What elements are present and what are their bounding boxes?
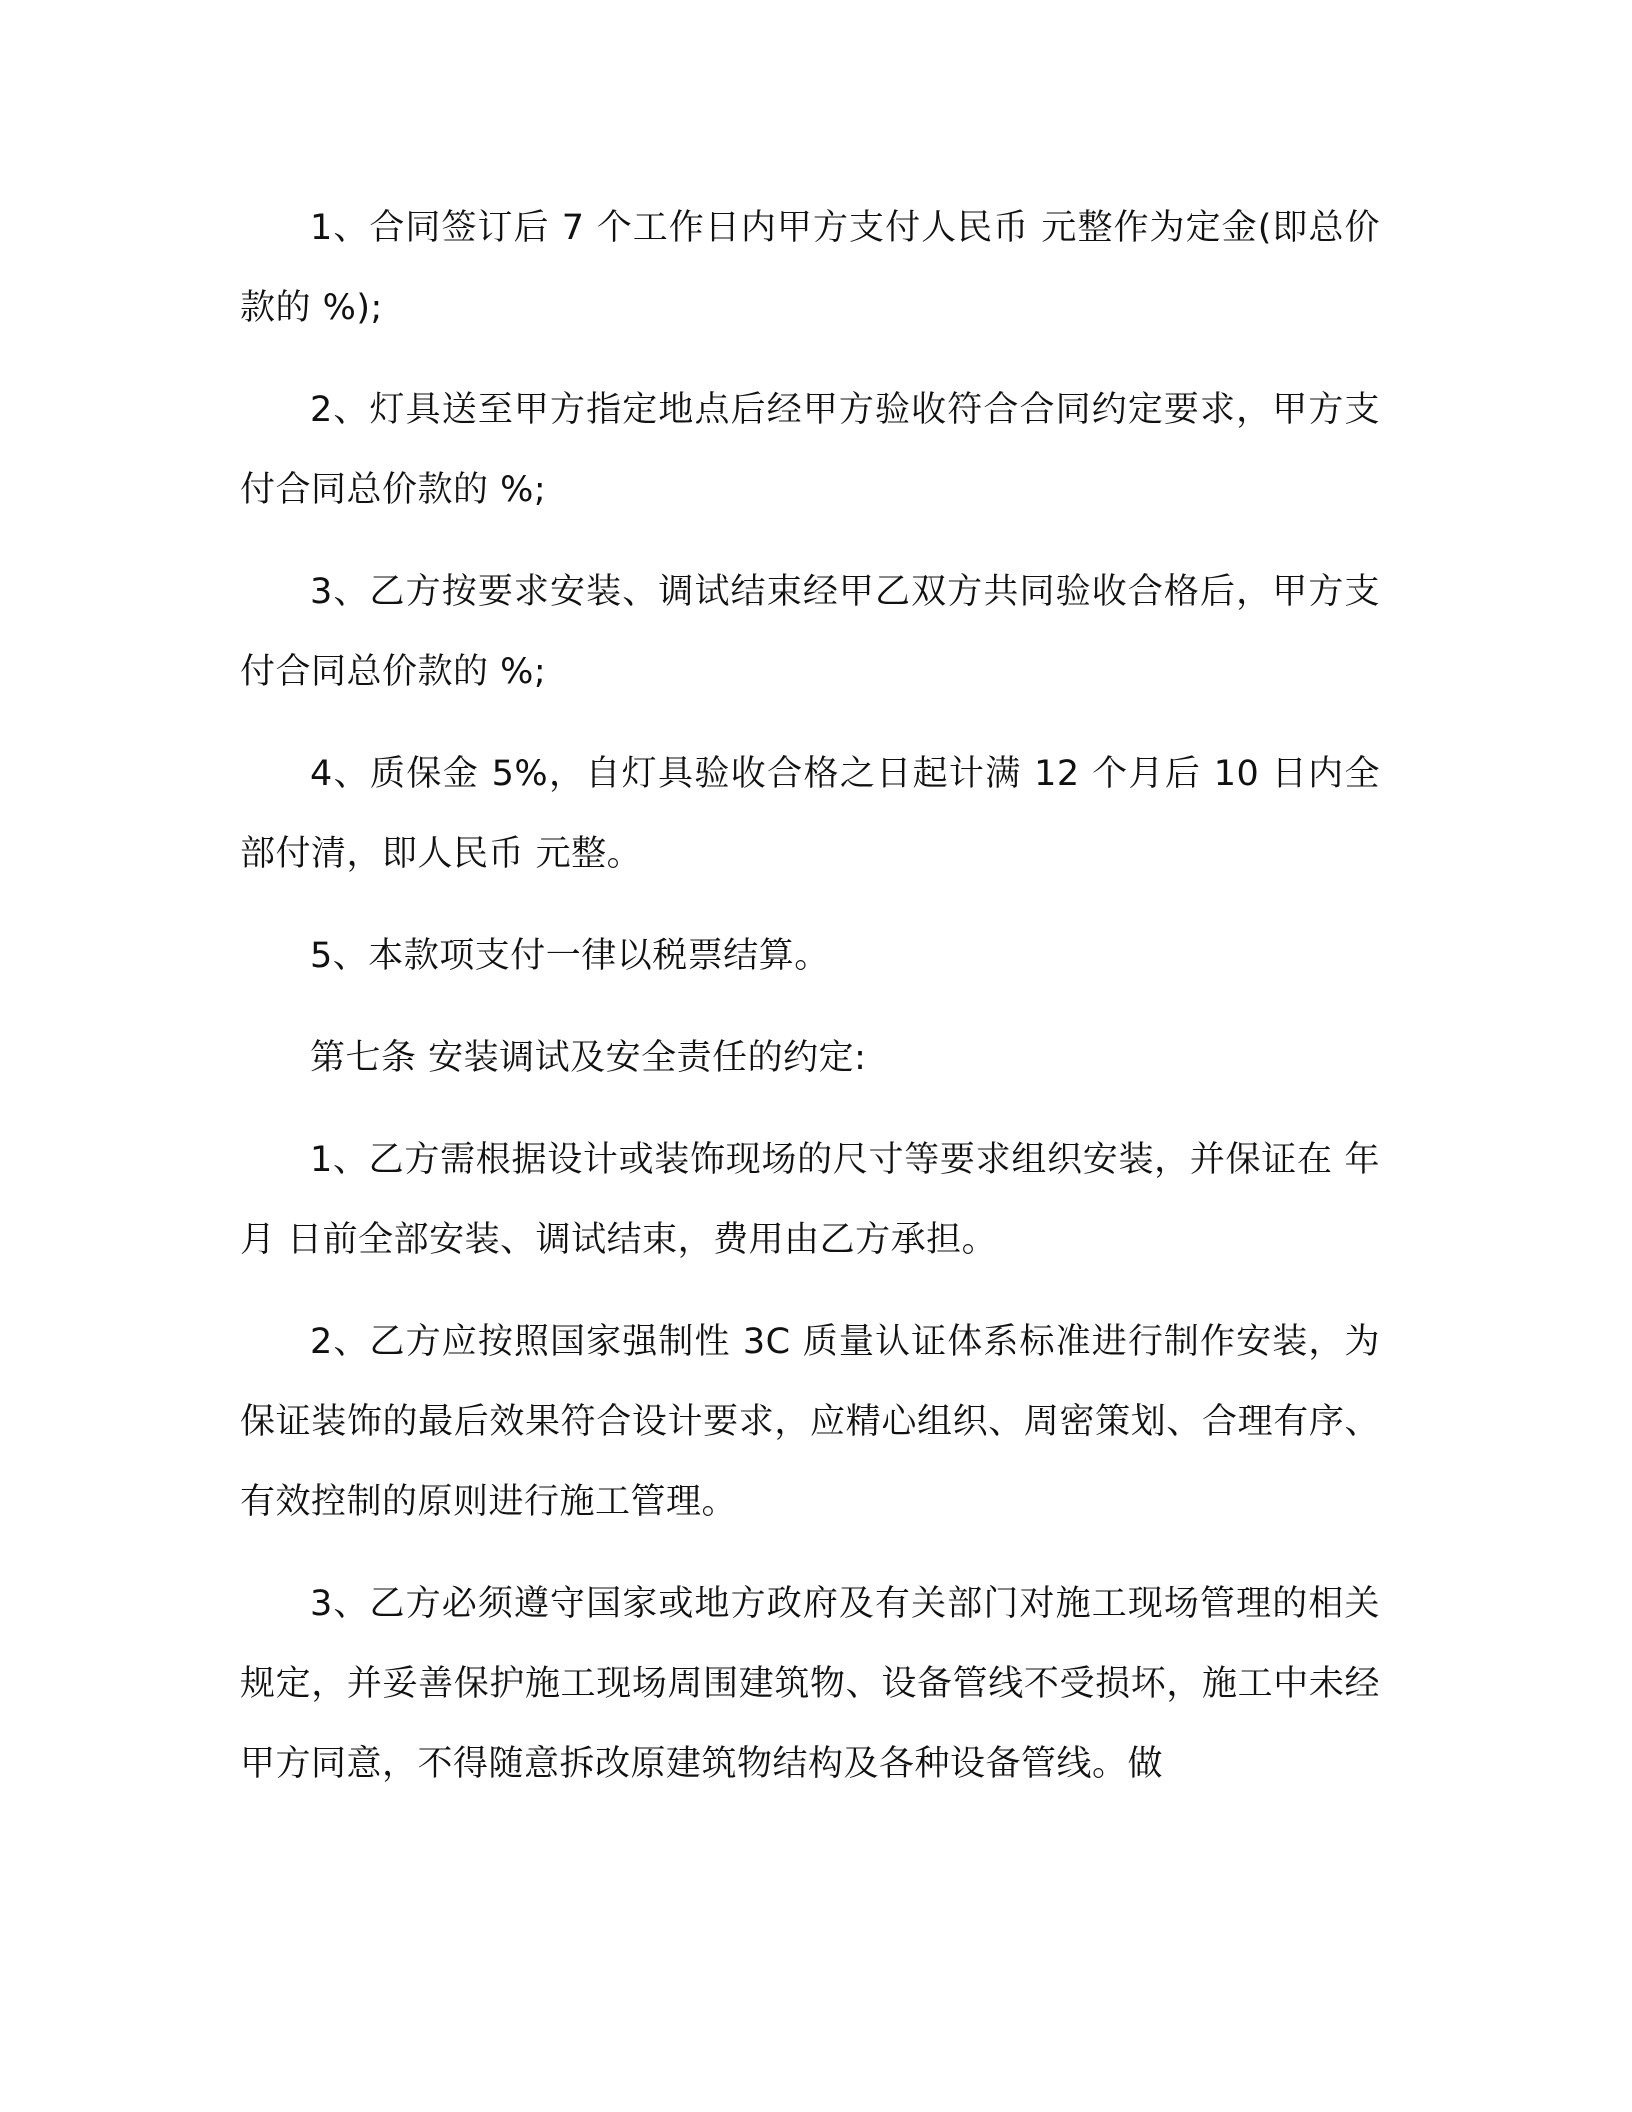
paragraph-payment-acceptance: 3、乙方按要求安装、调试结束经甲乙双方共同验收合格后，甲方支付合同总价款的 %; bbox=[240, 572, 1380, 692]
paragraph-tax-invoice: 5、本款项支付一律以税票结算。 bbox=[310, 936, 830, 976]
paragraph-3c-certification: 2、乙方应按照国家强制性 3C 质量认证体系标准进行制作安装，为保证装饰的最后效果符合设计要求，应精心组织、周密策划、合理有序、有效控制的原则进行施工管理。 bbox=[240, 1322, 1380, 1522]
paragraph-installation-schedule: 1、乙方需根据设计或装饰现场的尺寸等要求组织安装，并保证在 年 月 日前全部安装、调试结束，费用由乙方承担。 bbox=[240, 1140, 1380, 1260]
document-body bbox=[240, 188, 1380, 1804]
paragraph-payment-delivery: 2、灯具送至甲方指定地点后经甲方验收符合合同约定要求，甲方支付合同总价款的 %; bbox=[240, 390, 1380, 510]
paragraph-warranty-deposit: 4、质保金 5%，自灯具验收合格之日起计满 12 个月后 10 日内全部付清，即人民币 元整。 bbox=[240, 754, 1380, 874]
paragraph-site-regulations: 3、乙方必须遵守国家或地方政府及有关部门对施工现场管理的相关规定，并妥善保护施工现场周围建筑物、设备管线不受损坏，施工中未经甲方同意，不得随意拆改原建筑物结构及各种设备管线。做 bbox=[240, 1584, 1380, 1784]
paragraph-payment-deposit: 1、合同签订后 7 个工作日内甲方支付人民币 元整作为定金(即总价款的 %); bbox=[240, 208, 1380, 328]
section-heading-article-7: 第七条 安装调试及安全责任的约定: bbox=[310, 1038, 867, 1078]
